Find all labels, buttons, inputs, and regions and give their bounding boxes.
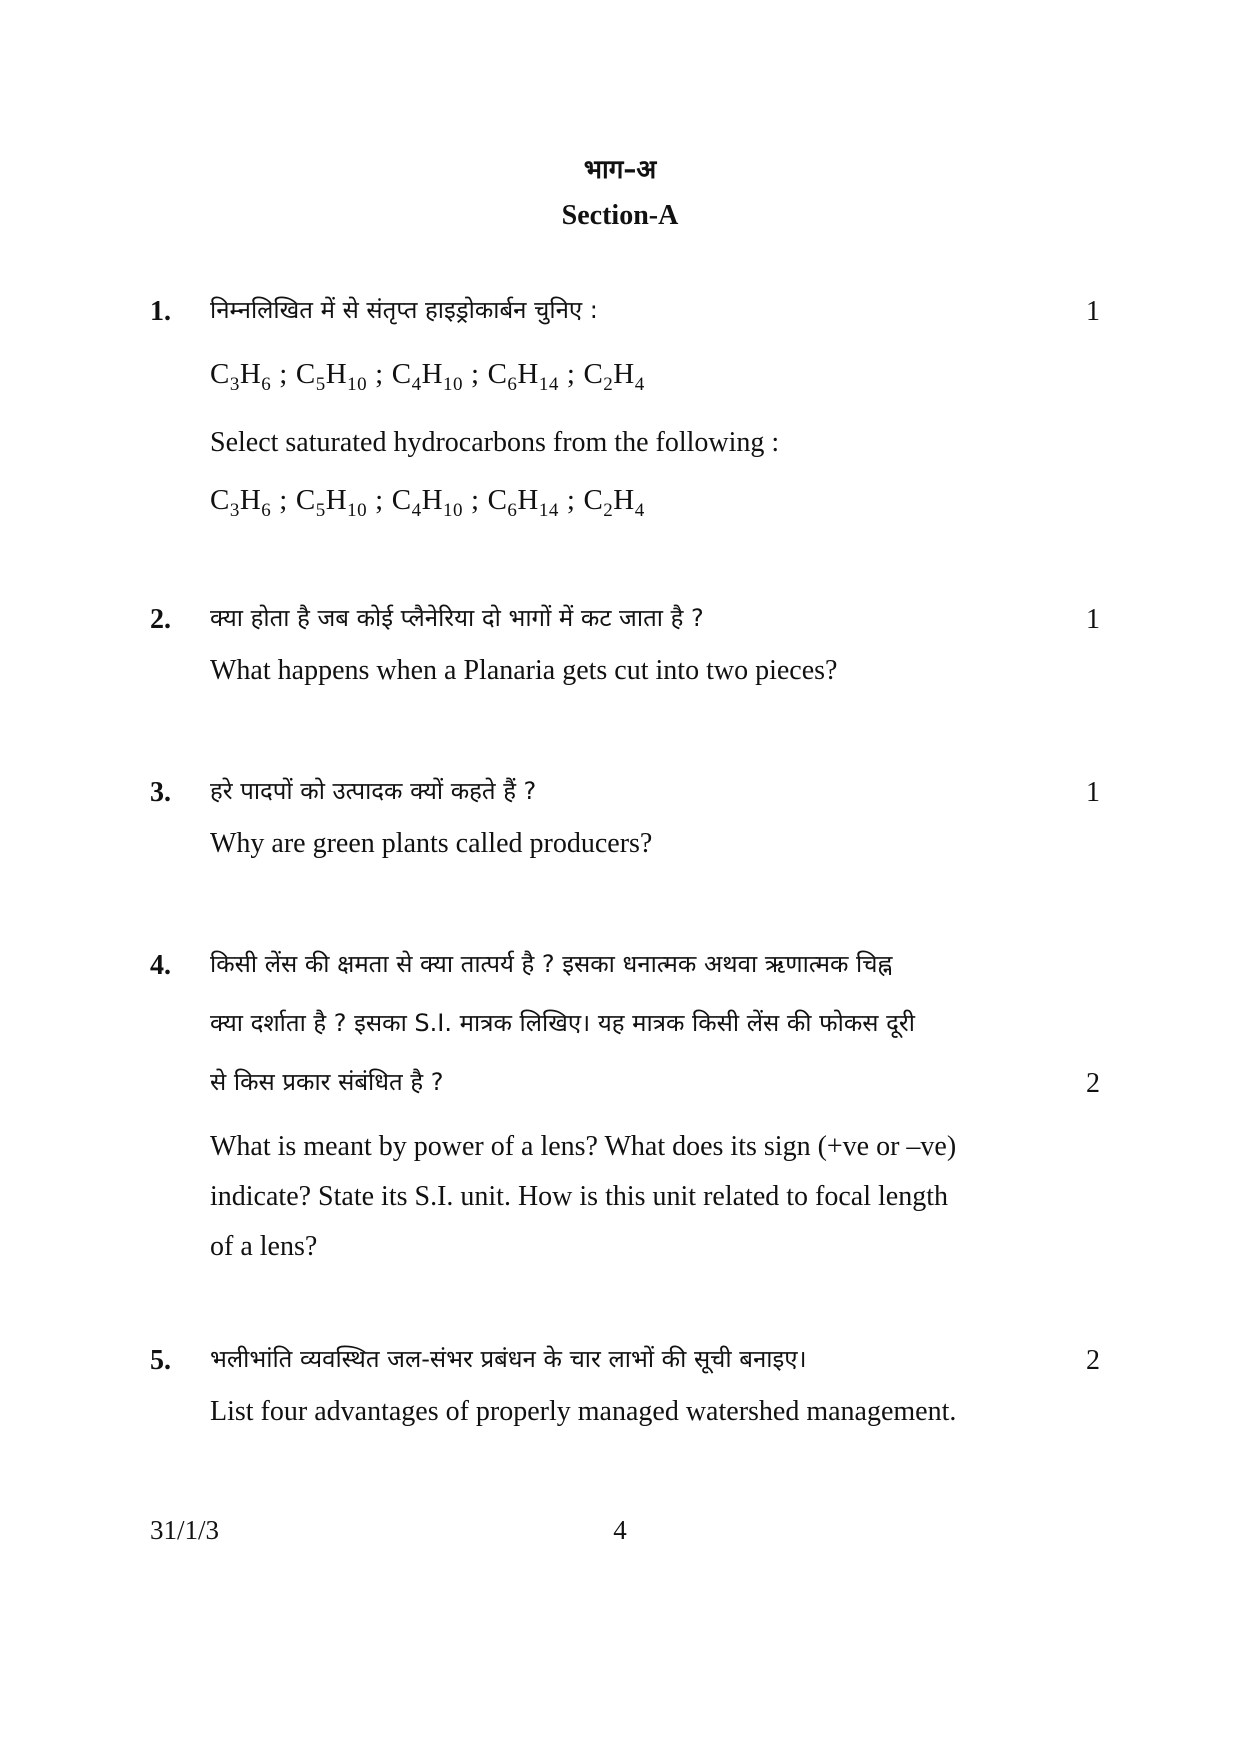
- formula: $C_6H_{14}$: [487, 484, 559, 521]
- question-text-hindi-line: किसी लेंस की क्षमता से क्या तात्पर्य है ? इसका धनात्मक अथवा ऋणात्मक चिह्न: [210, 950, 893, 978]
- question-text-english-line: indicate? State its S.I. unit. How is this unit related to focal length: [210, 1181, 948, 1212]
- formula: $C_4H_{10}$: [391, 484, 464, 521]
- question-marks: 1: [1086, 604, 1100, 635]
- question-number: 5.: [150, 1345, 171, 1376]
- formula-separator: ;: [566, 484, 576, 516]
- question-text-english: Why are green plants called producers?: [210, 828, 653, 859]
- question-marks: 1: [1086, 296, 1100, 327]
- question-marks: 1: [1086, 777, 1100, 808]
- question-text-hindi: हरे पादपों को उत्पादक क्यों कहते हैं ?: [210, 777, 537, 805]
- question-text-hindi-line: क्या दर्शाता है ? इसका S.I. मात्रक लिखिए। यह मात्रक किसी लेंस की फोकस दूरी: [210, 1009, 915, 1037]
- formula-separator: ;: [566, 358, 576, 390]
- section-title-hindi: भाग–अ: [583, 155, 657, 185]
- paper-code: 31/1/3: [150, 1515, 220, 1545]
- question-number: 3.: [150, 777, 171, 808]
- formula: $C_5H_{10}$: [295, 358, 368, 395]
- page-number: 4: [613, 1515, 627, 1545]
- formula: $C_4H_{10}$: [391, 358, 464, 395]
- formula: $C_5H_{10}$: [295, 484, 368, 521]
- question-text-hindi: निम्नलिखित में से संतृप्त हाइड्रोकार्बन चुनिए :: [210, 296, 598, 324]
- formula-separator: ;: [471, 484, 480, 516]
- formula-separator: ;: [279, 484, 288, 516]
- formula: $C_6H_{14}$: [487, 358, 559, 395]
- formula-separator: ;: [471, 358, 480, 390]
- formula-separator: ;: [279, 358, 288, 390]
- question-3: [150, 777, 1100, 887]
- formula-separator: ;: [375, 484, 384, 516]
- question-number: 4.: [150, 950, 171, 981]
- question-marks: 2: [1086, 1068, 1100, 1099]
- formula-list-hindi: [210, 358, 645, 396]
- question-5: [150, 1345, 1100, 1455]
- question-text-hindi: भलीभांति व्यवस्थित जल-संभर प्रबंधन के चार लाभों की सूची बनाइए।: [210, 1345, 807, 1373]
- formula: $C_2H_4$: [583, 358, 645, 395]
- question-text-english-line: of a lens?: [210, 1231, 318, 1262]
- question-text-english: What happens when a Planaria gets cut into two pieces?: [210, 655, 838, 686]
- question-text-hindi-line: से किस प्रकार संबंधित है ?: [210, 1068, 444, 1096]
- formula-separator: ;: [375, 358, 384, 390]
- formula: $C_3H_6$: [210, 358, 272, 395]
- question-number: 2.: [150, 604, 171, 635]
- question-number: 1.: [150, 296, 171, 327]
- question-2: [150, 604, 1100, 714]
- question-marks: 2: [1086, 1345, 1100, 1376]
- section-title-english: Section-A: [561, 200, 679, 231]
- question-text-english-line: What is meant by power of a lens? What does its sign (+ve or –ve): [210, 1131, 957, 1162]
- question-4: [150, 950, 1100, 1270]
- formula: $C_2H_4$: [583, 484, 645, 521]
- question-text-english: List four advantages of properly managed watershed management.: [210, 1396, 957, 1427]
- question-text-hindi: क्या होता है जब कोई प्लैनेरिया दो भागों में कट जाता है ?: [210, 604, 704, 632]
- formula-list-english: [210, 484, 645, 522]
- formula: $C_3H_6$: [210, 484, 272, 521]
- question-text-english: Select saturated hydrocarbons from the following :: [210, 427, 780, 458]
- question-1: [150, 296, 1100, 536]
